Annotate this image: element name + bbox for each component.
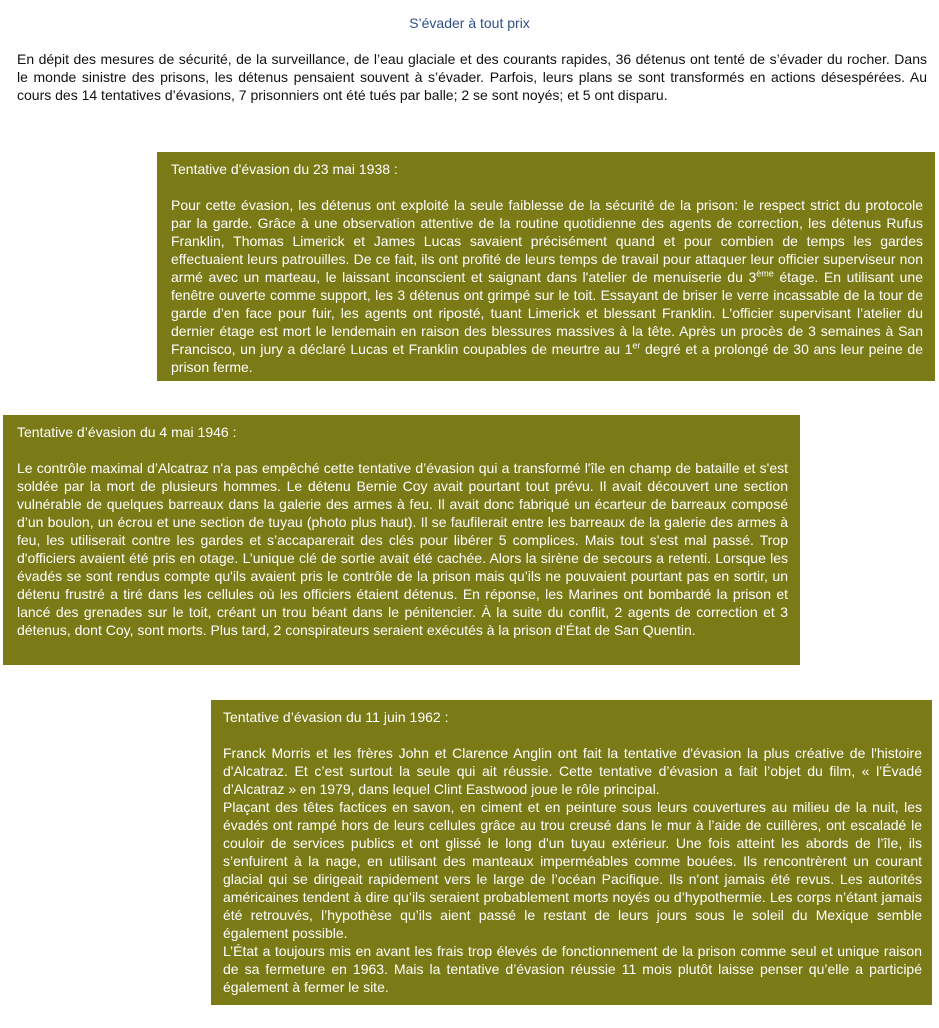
escape-1946-heading: Tentative d’évasion du 4 mai 1946 : [17, 424, 237, 440]
page-title: S’évader à tout prix [409, 15, 530, 31]
escape-1938-text-part-a: Pour cette évasion, les détenus ont exploité la seule faiblesse de la sécurité de la prison: le respect strict du protocole par la garde. Grâce à une observation attentive de la routine quotidienne des agents de correction, les détenus Rufus Franklin, Thomas Limerick et James Lucas savaient précisément quand et pour combien de temps les gardes effectuaient leurs patrouilles. De ce fait, ils ont profité de leurs temps de travail pour attaquer leur officier superviseur non armé avec un marteau, le laissant inconscient et saignant dans l'atelier de menuiserie du 3 [171, 197, 923, 285]
escape-1962-paragraph-1: Franck Morris et les frères John et Clarence Anglin ont fait la tentative d'évasion la plus créative de l'histoire d'Alcatraz. Et c’est surtout la seule qui ait réussie. Cette tentative d’évasion a fait l’objet du film, « l’Évadé d’Alcatraz » en 1979, dans lequel Clint Eastwood joue le rôle principal. [223, 745, 922, 797]
intro-paragraph: En dépit des mesures de sécurité, de la surveillance, de l’eau glaciale et des courants rapides, 36 détenus ont tenté de s’évader du rocher. Dans le monde sinistre des prisons, les détenus pensaient souvent à s’évader. Parfois, leurs plans se sont transformés en actions désespérées. Au cours des 14 tentatives d’évasions, 7 prisonniers ont été tués par balle; 2 se sont noyés; et 5 ont disparu. [17, 51, 927, 103]
escape-1938-heading: Tentative d'évasion du 23 mai 1938 : [171, 161, 398, 177]
escape-1938-box [157, 152, 935, 381]
escape-1938-text-part-c: degré et a prolongé de 30 ans leur peine de prison ferme. [171, 341, 923, 375]
escape-1938-text [171, 196, 923, 376]
escape-1938-text-part-b: étage. En utilisant une fenêtre ouverte comme support, les 3 détenus ont grimpé sur le toit. Essayant de briser le verre incassable de la tour de garde d’en face pour fuir, les agents ont riposté, tuant Limerick et blessant Franklin. L'officier supervisant l’atelier du dernier étage est mort le lendemain en raison des blessures massives à la tête. Après un procès de 3 semaines à San Francisco, un jury a déclaré Lucas et Franklin coupables de meurtre au 1 [171, 269, 924, 357]
escape-1946-box [3, 415, 800, 665]
ordinal-superscript-er: er [632, 340, 641, 351]
escape-1962-paragraph-3: L’État a toujours mis en avant les frais trop élevés de fonctionnement de la prison comme seul et unique raison de sa fermeture en 1963. Mais la tentative d’évasion réussie 11 mois plutôt laisse penser qu’elle a participé également à fermer le site. [223, 943, 922, 995]
escape-1962-box [211, 700, 932, 1005]
ordinal-superscript-eme: ème [756, 268, 774, 279]
escape-1946-text: Le contrôle maximal d’Alcatraz n'a pas empêché cette tentative d’évasion qui a transformé l'île en champ de bataille et s'est soldée par la mort de plusieurs hommes. Le détenu Bernie Coy avait pourtant tout prévu. Il avait découvert une section vulnérable de quelques barreaux dans la galerie des armes à feu. Il avait donc fabriqué un écarteur de barreaux composé d’un boulon, un écrou et une section de tuyau (photo plus haut). Il se faufilerait entre les barreaux de la galerie des armes à feu, les utiliserait contre les gardes et s’accaparerait des clés pour libérer 5 complices. Mais tout s'est mal passé. Trop d'officiers avaient été pris en otage. L’unique clé de sortie avait été cachée. Alors la sirène de secours a retenti. Lorsque les évadés se sont rendus compte qu'ils avaient pris le contrôle de la prison mais qu’ils ne pouvaient pourtant pas en sortir, un détenu frustré a tiré dans les cellules où les officiers étaient détenus. En réponse, les Marines ont bombardé la prison et lancé des grenades sur le toit, créant un trou béant dans le pénitencier. À la suite du conflit, 2 agents de correction et 3 détenus, dont Coy, sont morts. Plus tard, 2 conspirateurs seraient exécutés à la prison d'État de San Quentin. [17, 460, 788, 638]
escape-1962-paragraph-2: Plaçant des têtes factices en savon, en ciment et en peinture sous leurs couvertures au milieu de la nuit, les évadés ont rampé hors de leurs cellules grâce au trou creusé dans le mur à l’aide de cuillères, ont escaladé le couloir de services publics et ont glissé le long d'un tuyau extérieur. Une fois atteint les abords de l’île, ils s’enfuirent à la nage, en utilisant des manteaux imperméables comme bouées. Ils rencontrèrent un courant glacial qui se dirigeait rapidement vers le large de l’océan Pacifique. Ils n'ont jamais été revus. Les autorités américaines tendent à dire qu’ils seraient probablement morts noyés ou d’hypothermie. Les corps n’étant jamais été retrouvés, l’hypothèse qu’ils aient passé le restant de leurs jours sous le soleil du Mexique semble également possible. [223, 799, 922, 941]
escape-1962-heading: Tentative d’évasion du 11 juin 1962 : [223, 709, 449, 725]
